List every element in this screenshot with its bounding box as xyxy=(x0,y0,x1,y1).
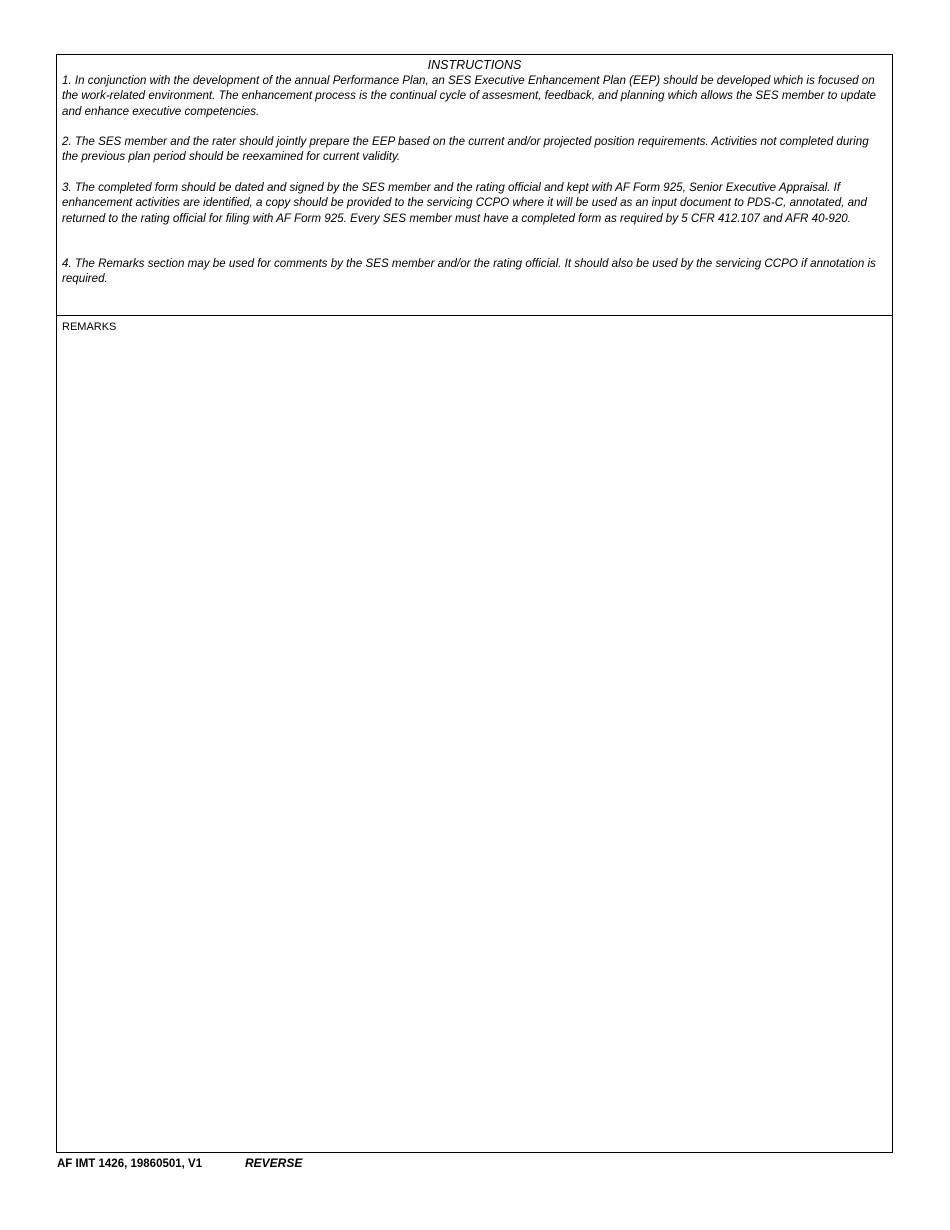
remarks-label: REMARKS xyxy=(62,321,117,333)
instruction-paragraph-1: 1. In conjunction with the development of the annual Performance Plan, an SES Executive Enhancement Plan (EEP) should be developed which is focused on the work-related environment. The enhancement process is the continual cycle of assesment, feedback, and planning which allows the SES member to update and enhance executive competencies. xyxy=(62,74,876,118)
page-side-label: REVERSE xyxy=(245,1156,303,1170)
instruction-paragraph-4: 4. The Remarks section may be used for comments by the SES member and/or the rating official. It should also be used by the servicing CCPO if annotation is required. xyxy=(62,257,876,286)
form-identifier: AF IMT 1426, 19860501, V1 xyxy=(57,1158,203,1170)
remarks-field[interactable] xyxy=(57,335,892,1145)
instructions-title: INSTRUCTIONS xyxy=(427,58,522,72)
instruction-paragraph-2: 2. The SES member and the rater should jointly prepare the EEP based on the current and/or projected position requirements. Activities not completed during the previous plan period should be reexamined for current validity. xyxy=(62,135,869,164)
form-frame xyxy=(56,54,893,1153)
instructions-section xyxy=(57,55,892,316)
instruction-paragraph-3: 3. The completed form should be dated and signed by the SES member and the rating official and kept with AF Form 925, Senior Executive Appraisal. If enhancement activities are identified, a copy should be provided to the servicing CCPO where it will be used as an input document to PDS-C, annotated, and returned to the rating official for filing with AF Form 925. Every SES member must have a completed form as required by 5 CFR 412.107 and AFR 40-920. xyxy=(62,181,867,225)
